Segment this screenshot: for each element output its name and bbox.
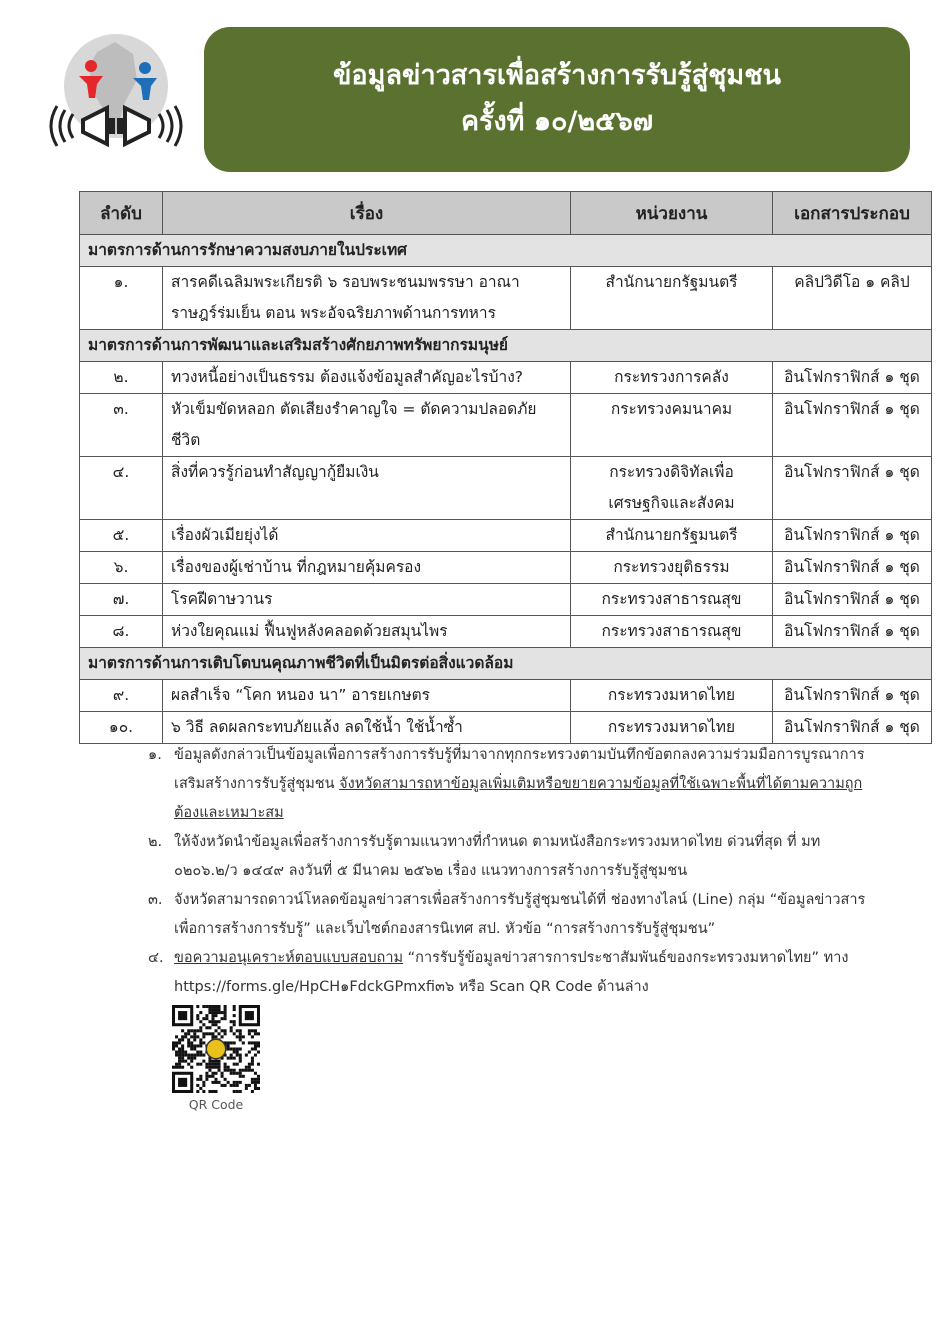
section-row <box>80 648 932 680</box>
row-number: ๑. <box>80 267 163 330</box>
note-text <box>174 741 878 828</box>
notes-list <box>148 741 878 1002</box>
note-text <box>174 944 878 1002</box>
note-text <box>174 886 878 944</box>
section-title: มาตรการด้านการพัฒนาและเสริมสร้างศักยภาพทรัพยากรมนุษย์ <box>80 330 932 362</box>
row-document: อินโฟกราฟิกส์ ๑ ชุด <box>773 680 932 712</box>
row-subject: หัวเข็มขัดหลอก ตัดเสียงรำคาญใจ = ตัดความปลอดภัยชีวิต <box>163 394 571 457</box>
note-item <box>148 741 878 828</box>
table-row <box>80 552 932 584</box>
row-subject: ห่วงใยคุณแม่ ฟื้นฟูหลังคลอดด้วยสมุนไพร <box>163 616 571 648</box>
table-row <box>80 267 932 330</box>
col-header-agency: หน่วยงาน <box>571 192 773 235</box>
table-row <box>80 680 932 712</box>
table-row <box>80 520 932 552</box>
row-number: ๙. <box>80 680 163 712</box>
table-row <box>80 712 932 744</box>
row-subject: ๖ วิธี ลดผลกระทบภัยแล้ง ลดใช้น้ำ ใช้น้ำซ้ำ <box>163 712 571 744</box>
row-document: อินโฟกราฟิกส์ ๑ ชุด <box>773 362 932 394</box>
qr-label: QR Code <box>188 1097 244 1112</box>
row-number: ๔. <box>80 457 163 520</box>
logo-people-megaphones-icon <box>45 32 187 152</box>
row-document: อินโฟกราฟิกส์ ๑ ชุด <box>773 394 932 457</box>
note-text-plain: ให้จังหวัดนำข้อมูลเพื่อสร้างการรับรู้ตามแนวทางที่กำหนด ตามหนังสือกระทรวงมหาดไทย ด่วนที่สุด ที่ มท ๐๒๐๖.๒/ว ๑๔๔๙ ลงวันที่ ๕ มีนาคม ๒๕๖๒ เรื่อง แนวทางการสร้างการรับรู้สู่ชุมชน <box>174 834 821 879</box>
row-subject: ทวงหนี้อย่างเป็นธรรม ต้องแจ้งข้อมูลสำคัญอะไรบ้าง? <box>163 362 571 394</box>
col-header-no: ลำดับ <box>80 192 163 235</box>
row-agency: กระทรวงคมนาคม <box>571 394 773 457</box>
col-header-document: เอกสารประกอบ <box>773 192 932 235</box>
row-document: อินโฟกราฟิกส์ ๑ ชุด <box>773 457 932 520</box>
row-number: ๑๐. <box>80 712 163 744</box>
row-number: ๓. <box>80 394 163 457</box>
note-text-underlined: จังหวัดสามารถหาข้อมูลเพิ่มเติมหรือขยายความข้อมูลที่ใช้เฉพาะพื้นที่ได้ตามความถูกต้องและเหมาะสม <box>174 776 863 821</box>
table-header-row <box>80 192 932 235</box>
row-agency: สำนักนายกรัฐมนตรี <box>571 267 773 330</box>
note-number: ๑. <box>148 747 162 763</box>
row-number: ๒. <box>80 362 163 394</box>
note-text-plain: จังหวัดสามารถดาวน์โหลดข้อมูลข่าวสารเพื่อสร้างการรับรู้สู่ชุมชนได้ที่ ช่องทางไลน์ (Line) กลุ่ม “ข้อมูลข่าวสารเพื่อการสร้างการรับรู้” และเว็บไซต์กองสารนิเทศ สป. หัวข้อ “การสร้างการรับรู้สู่ชุมชน” <box>174 892 866 937</box>
section-row <box>80 330 932 362</box>
row-agency: กระทรวงสาธารณสุข <box>571 616 773 648</box>
row-subject: ผลสำเร็จ “โคก หนอง นา” อารยเกษตร <box>163 680 571 712</box>
row-agency: กระทรวงการคลัง <box>571 362 773 394</box>
row-document: อินโฟกราฟิกส์ ๑ ชุด <box>773 584 932 616</box>
section-title: มาตรการด้านการเติบโตบนคุณภาพชีวิตที่เป็นมิตรต่อสิ่งแวดล้อม <box>80 648 932 680</box>
row-agency: กระทรวงมหาดไทย <box>571 680 773 712</box>
row-agency: สำนักนายกรัฐมนตรี <box>571 520 773 552</box>
issue-number: ครั้งที่ ๑๐/๒๕๖๗ <box>460 106 654 137</box>
table-row <box>80 362 932 394</box>
note-item <box>148 944 878 1002</box>
row-document: อินโฟกราฟิกส์ ๑ ชุด <box>773 520 932 552</box>
row-agency: กระทรวงมหาดไทย <box>571 712 773 744</box>
row-number: ๘. <box>80 616 163 648</box>
table-row <box>80 584 932 616</box>
note-number: ๔. <box>148 950 164 966</box>
row-agency: กระทรวงสาธารณสุข <box>571 584 773 616</box>
qr-code-icon[interactable] <box>172 1005 260 1093</box>
row-agency: กระทรวงดิจิทัลเพื่อเศรษฐกิจและสังคม <box>571 457 773 520</box>
row-document: อินโฟกราฟิกส์ ๑ ชุด <box>773 616 932 648</box>
note-number: ๒. <box>148 834 163 850</box>
table-row <box>80 394 932 457</box>
row-document: อินโฟกราฟิกส์ ๑ ชุด <box>773 712 932 744</box>
row-subject: เรื่องของผู้เช่าบ้าน ที่กฎหมายคุ้มครอง <box>163 552 571 584</box>
note-text-underlined: ขอความอนุเคราะห์ตอบแบบสอบถาม <box>174 950 404 966</box>
row-number: ๗. <box>80 584 163 616</box>
row-document: อินโฟกราฟิกส์ ๑ ชุด <box>773 552 932 584</box>
note-item <box>148 828 878 886</box>
row-subject: สิ่งที่ควรรู้ก่อนทำสัญญากู้ยืมเงิน <box>163 457 571 520</box>
section-title: มาตรการด้านการรักษาความสงบภายในประเทศ <box>80 235 932 267</box>
row-subject: เรื่องผัวเมียยุ่งได้ <box>163 520 571 552</box>
col-header-subject: เรื่อง <box>163 192 571 235</box>
row-subject: โรคฝีดาษวานร <box>163 584 571 616</box>
title-banner <box>204 27 910 172</box>
table-row <box>80 457 932 520</box>
row-number: ๕. <box>80 520 163 552</box>
note-text-plain: ข้อมูลดังกล่าวเป็นข้อมูลเพื่อการสร้างการรับรู้ที่มาจากทุกกระทรวงตามบันทึกข้อตกลงความร่วมมือการบูรณาการเสริมสร้างการรับรู้สู่ชุมชน <box>174 747 865 792</box>
row-subject: สารคดีเฉลิมพระเกียรติ ๖ รอบพระชนมพรรษา อาณาราษฎร์ร่มเย็น ตอน พระอัจฉริยภาพด้านการทหาร <box>163 267 571 330</box>
note-number: ๓. <box>148 892 163 908</box>
note-item <box>148 886 878 944</box>
row-agency: กระทรวงยุติธรรม <box>571 552 773 584</box>
section-row <box>80 235 932 267</box>
table-row <box>80 616 932 648</box>
row-document: คลิปวิดีโอ ๑ คลิป <box>773 267 932 330</box>
page-title: ข้อมูลข่าวสารเพื่อสร้างการรับรู้สู่ชุมชน <box>332 60 782 91</box>
info-table <box>79 191 932 744</box>
note-text <box>174 828 878 886</box>
row-number: ๖. <box>80 552 163 584</box>
note-text-after: “การรับรู้ข้อมูลข่าวสารการประชาสัมพันธ์ของกระทรวงมหาดไทย” ทาง https://forms.gle/HpCH๑FdckGPmxfi๓๖ หรือ Scan QR Code ด้านล่าง <box>174 950 849 995</box>
